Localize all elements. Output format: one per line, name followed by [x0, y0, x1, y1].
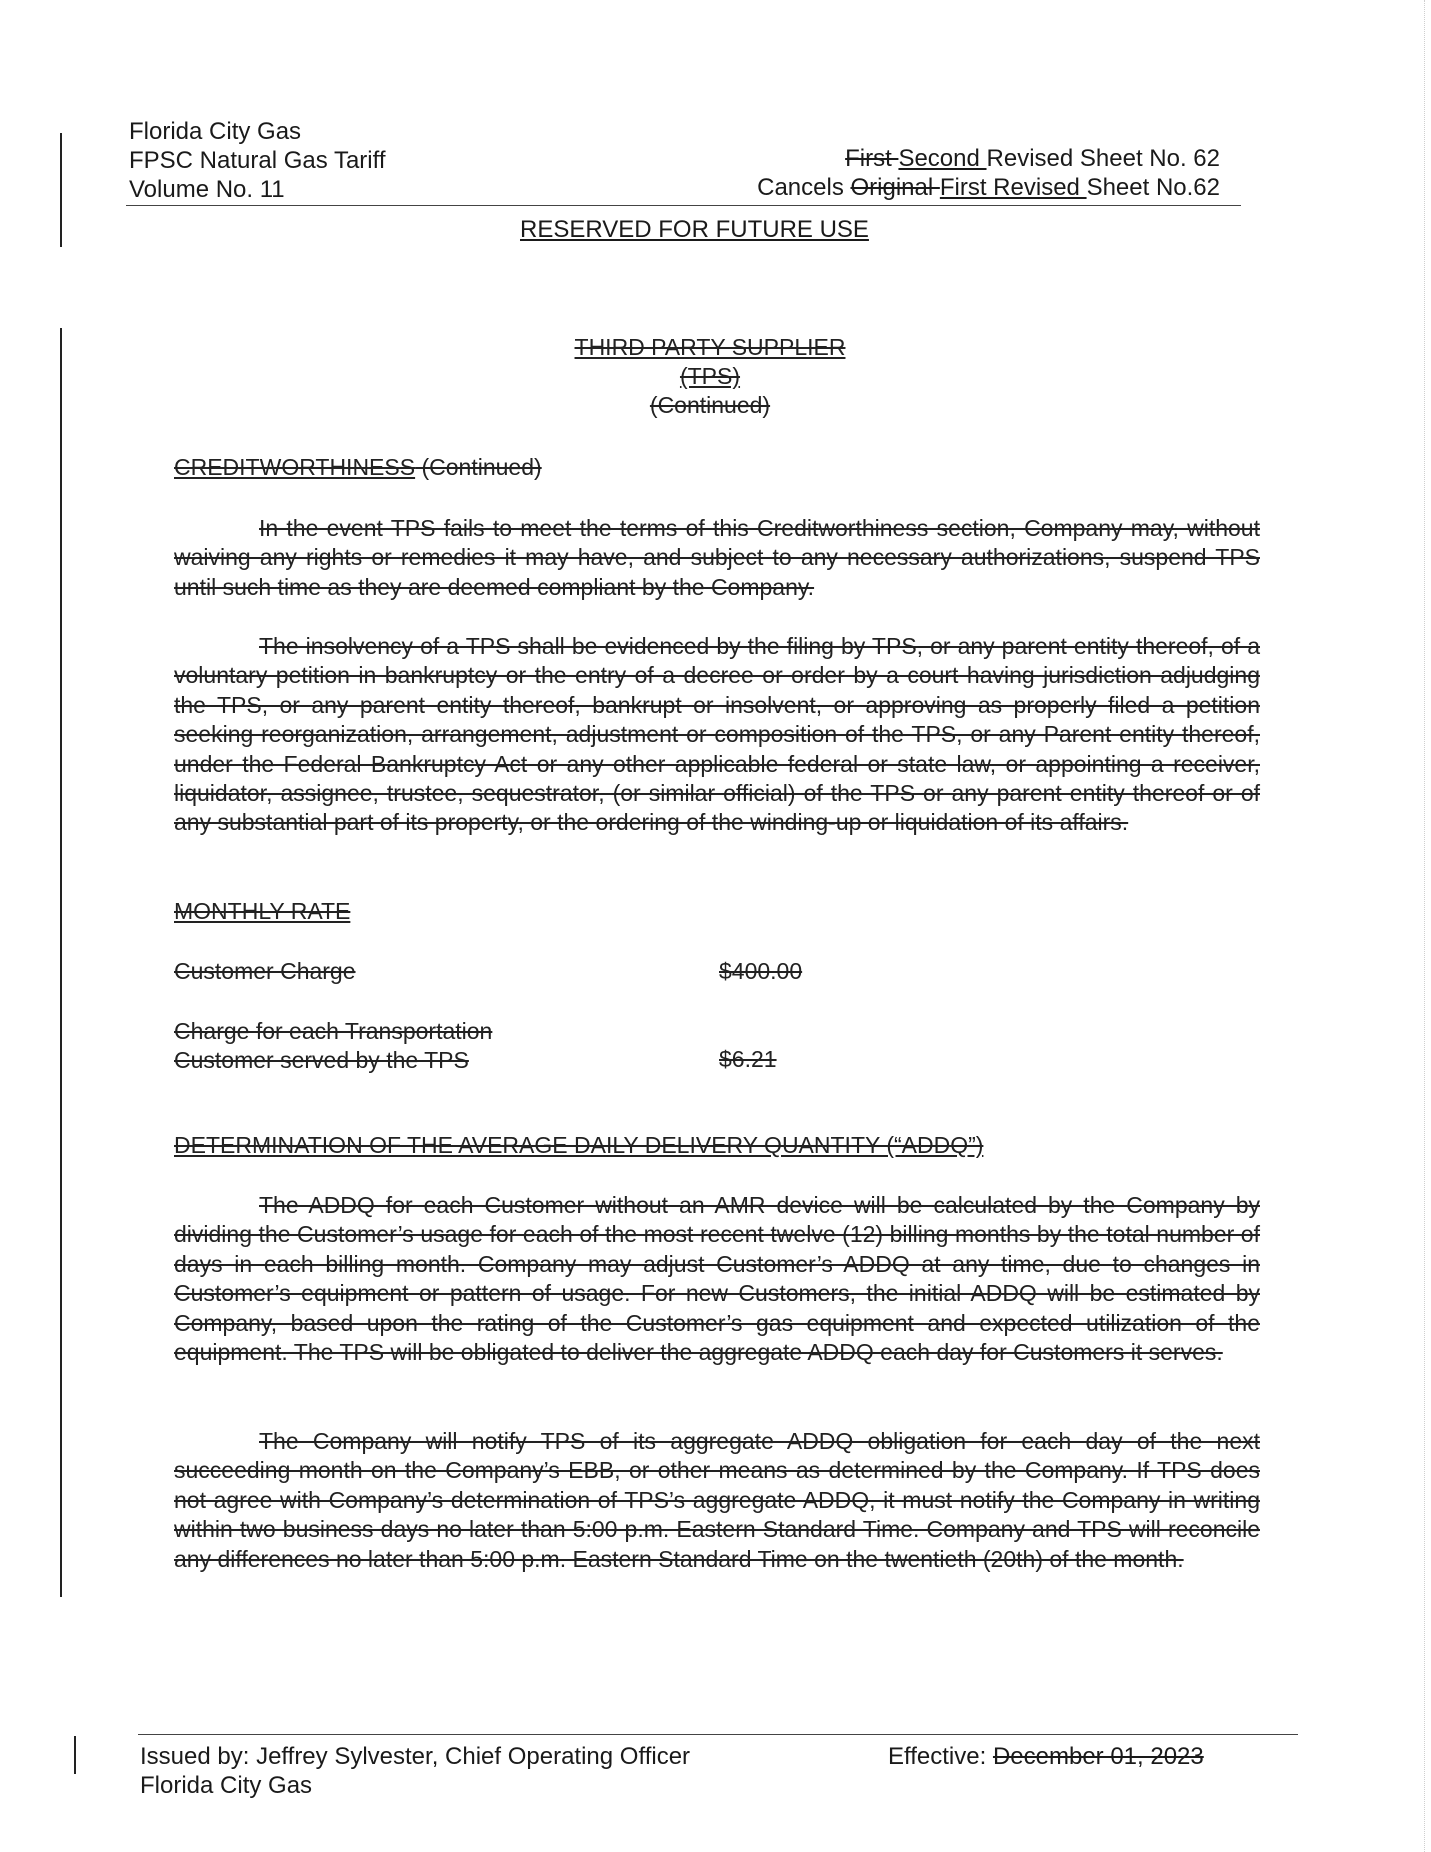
company-name: Florida City Gas — [129, 118, 302, 145]
footer-rule — [138, 1734, 1298, 1735]
rate-row-label-line: Charge for each Transportation — [174, 1018, 493, 1044]
rate-row-label-line: Customer served by the TPS — [174, 1047, 469, 1073]
title-line-2: (TPS) — [679, 363, 741, 389]
rate-row-value: $6.21 — [719, 1046, 777, 1072]
addq-heading: DETERMINATION OF THE AVERAGE DAILY DELIVERY QUANTITY (“ADDQ”) — [174, 1132, 984, 1158]
effective-date — [888, 1742, 1204, 1771]
footer-company: Florida City Gas — [140, 1772, 313, 1799]
cancels-prefix: Cancels — [757, 174, 851, 201]
tariff-name: FPSC Natural Gas Tariff — [129, 147, 386, 174]
footer-issuer — [140, 1742, 690, 1800]
title-line-3: (Continued) — [649, 392, 771, 418]
creditworthiness-paragraph-2: The insolvency of a TPS shall be evidenced by the filing by TPS, or any parent entity thereof, of a voluntary petition in bankruptcy or the entry of a decree or order by a court having jurisdiction adjudging the TPS, or any parent entity thereof, bankrupt or insolvent, or approving as properly filed a petition seeking reorganization, arrangement, adjustment or composition of the TPS, or any Parent entity thereof, under the Federal Bankruptcy Act or any other applicable federal or state law, or appointing a receiver, liquidator, assignee, trustee, sequestrator, (or similar official) of the TPS or any parent entity thereof or of any substantial part of its property, or the ordering of the winding-up or liquidation of its affairs. — [174, 633, 1260, 836]
scan-edge-line — [1424, 0, 1425, 1852]
inserted-first-revised: First Revised — [939, 174, 1087, 201]
revision-bar-footer — [74, 1736, 76, 1774]
volume-number: Volume No. 11 — [129, 176, 285, 203]
monthly-rate-heading: MONTHLY RATE — [174, 898, 351, 924]
rate-row-value: $400.00 — [719, 958, 803, 984]
creditworthiness-heading-main: CREDITWORTHINESS — [174, 454, 416, 480]
effective-date-struck: December 01, 2023 — [992, 1743, 1204, 1770]
creditworthiness-paragraph-1: In the event TPS fails to meet the terms of this Creditworthiness section, Company may, without waiving any rights or remedies it may have, and subject to any necessary authorizations, suspend TPS until such time as they are deemed compliant by the Company. — [174, 515, 1260, 600]
issued-by: Issued by: Jeffrey Sylvester, Chief Operating Officer — [140, 1743, 691, 1770]
sheet-number-rest: Revised Sheet No. 62 — [986, 145, 1220, 172]
header-rule — [126, 205, 1241, 206]
section-title — [500, 333, 920, 420]
revision-bar-top — [60, 133, 62, 247]
header-right — [757, 144, 1220, 202]
addq-paragraph-1: The ADDQ for each Customer without an AMR device will be calculated by the Company by dividing the Customer’s usage for each of the most recent twelve (12) billing months by the total number of days in each billing month. Company may adjust Customer’s ADDQ at any time, due to changes in Customer’s equipment or pattern of usage. For new Customers, the initial ADDQ will be estimated by Company, based upon the rating of the Customer’s gas equipment and expected utilization of the equipment. The TPS will be obligated to deliver the aggregate ADDQ each day for Customers it serves. — [174, 1192, 1260, 1366]
sheet-number — [757, 144, 1220, 173]
cancels-line — [757, 173, 1220, 202]
header-left — [129, 117, 386, 204]
struck-first: First — [845, 145, 899, 172]
struck-original: Original — [850, 174, 940, 201]
creditworthiness-heading-suffix: (Continued) — [415, 454, 542, 480]
effective-label: Effective: — [888, 1743, 993, 1770]
cancels-rest: Sheet No.62 — [1086, 174, 1220, 201]
reserved-heading: RESERVED FOR FUTURE USE — [520, 216, 869, 243]
addq-paragraph-2: The Company will notify TPS of its aggregate ADDQ obligation for each day of the next succeeding month on the Company’s EBB, or other means as determined by the Company. If TPS does not agree with Company’s determination of TPS’s aggregate ADDQ, it must notify the Company in writing within two business days no later than 5:00 p.m. Eastern Standard Time. Company and TPS will reconcile any differences no later than 5:00 p.m. Eastern Standard Time on the twentieth (20th) of the month. — [174, 1428, 1260, 1572]
revision-bar-main — [60, 328, 62, 1597]
rate-row-label: Customer Charge — [174, 958, 356, 984]
creditworthiness-heading — [174, 454, 542, 481]
rate-row-label — [174, 1017, 492, 1075]
title-line-1: THIRD PARTY SUPPLIER — [574, 334, 846, 360]
inserted-second: Second — [898, 145, 987, 172]
